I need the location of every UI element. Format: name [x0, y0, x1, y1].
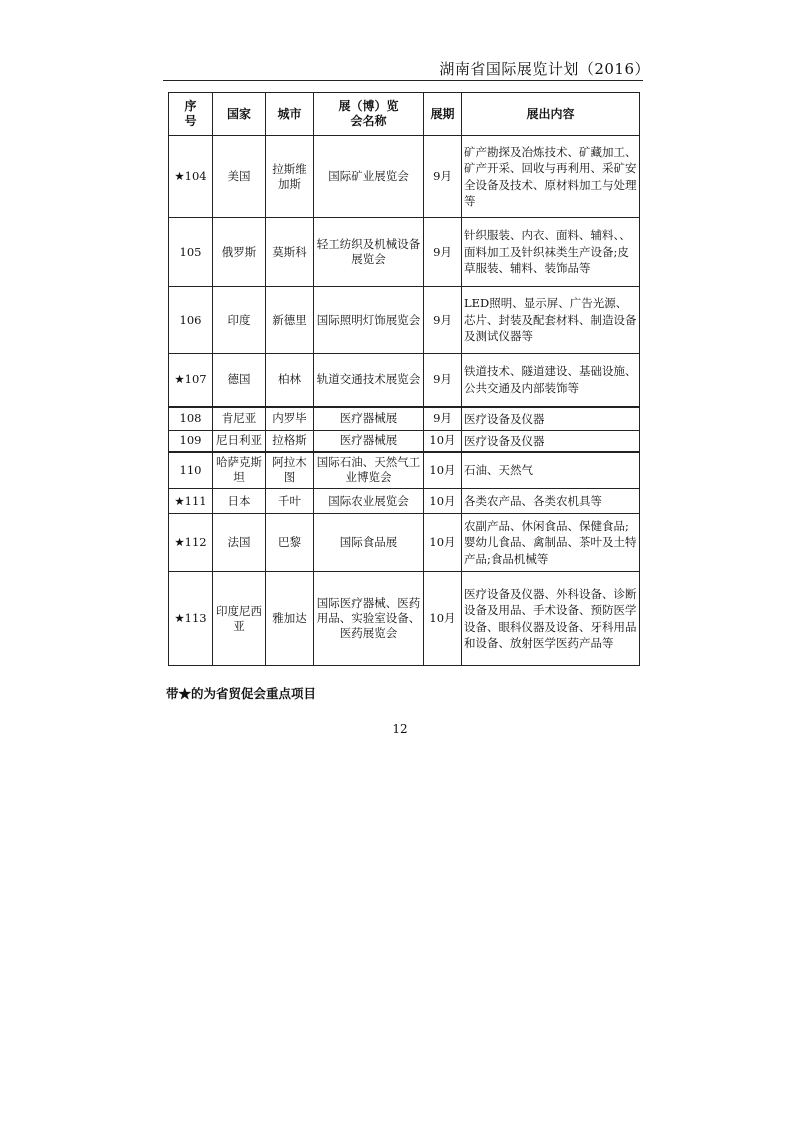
row-city: 千叶: [266, 489, 314, 514]
row-country: 美国: [213, 136, 266, 218]
row-period: 10月: [424, 489, 462, 514]
row-index: 110: [169, 452, 213, 489]
row-period: 9月: [424, 354, 462, 407]
row-index: 108: [169, 407, 213, 431]
row-index: ★113: [169, 572, 213, 666]
table-row: [169, 452, 640, 489]
row-content: 医疗设备及仪器、外科设备、诊断设备及用品、手术设备、预防医学设备、眼科仪器及设备、牙科用品和设备、放射医学医药产品等: [462, 572, 640, 666]
table-row: [169, 287, 640, 354]
row-period: 9月: [424, 407, 462, 431]
header-city: 城市: [266, 93, 314, 136]
row-city: 拉斯维加斯: [266, 136, 314, 218]
row-name: 国际医疗器械、医药用品、实验室设备、医药展览会: [314, 572, 424, 666]
row-city: 内罗毕: [266, 407, 314, 431]
row-period: 9月: [424, 136, 462, 218]
row-name: 国际农业展览会: [314, 489, 424, 514]
row-content: 农副产品、休闲食品、保健食品;婴幼儿食品、禽制品、茶叶及土特产品;食品机械等: [462, 514, 640, 572]
footnote-key-projects: 带★的为省贸促会重点项目: [166, 686, 317, 701]
row-content: 医疗设备及仪器: [462, 431, 640, 452]
row-content: 石油、天然气: [462, 452, 640, 489]
row-city: 拉格斯: [266, 431, 314, 452]
row-country: 印度: [213, 287, 266, 354]
table-row: [169, 489, 640, 514]
row-name: 国际石油、天然气工业博览会: [314, 452, 424, 489]
table-row: [169, 407, 640, 431]
row-city: 阿拉木图: [266, 452, 314, 489]
row-period: 9月: [424, 287, 462, 354]
row-name: 轨道交通技术展览会: [314, 354, 424, 407]
row-period: 10月: [424, 431, 462, 452]
table-row: [169, 136, 640, 218]
row-country: 德国: [213, 354, 266, 407]
row-country: 日本: [213, 489, 266, 514]
row-city: 巴黎: [266, 514, 314, 572]
exhibition-table: [168, 92, 640, 666]
row-content: 铁道技术、隧道建设、基础设施、公共交通及内部装饰等: [462, 354, 640, 407]
row-name: 国际矿业展览会: [314, 136, 424, 218]
row-country: 尼日利亚: [213, 431, 266, 452]
row-city: 柏林: [266, 354, 314, 407]
row-name: 轻工纺织及机械设备展览会: [314, 218, 424, 287]
header-period: 展期: [424, 93, 462, 136]
row-name: 国际照明灯饰展览会: [314, 287, 424, 354]
header-rule: [163, 80, 643, 81]
row-index: 106: [169, 287, 213, 354]
row-country: 法国: [213, 514, 266, 572]
document-header-title: 湖南省国际展览计划（2016）: [439, 60, 650, 78]
row-content: 针织服装、内衣、面料、辅料、、面料加工及针织袜类生产设备;皮草服装、辅料、装饰品等: [462, 218, 640, 287]
row-index: ★107: [169, 354, 213, 407]
page-number: 12: [392, 722, 408, 736]
row-index: 105: [169, 218, 213, 287]
row-content: 医疗设备及仪器: [462, 407, 640, 431]
row-period: 10月: [424, 572, 462, 666]
row-name: 医疗器械展: [314, 407, 424, 431]
table-row: [169, 354, 640, 407]
row-country: 哈萨克斯坦: [213, 452, 266, 489]
table-row: [169, 431, 640, 452]
row-period: 9月: [424, 218, 462, 287]
row-country: 俄罗斯: [213, 218, 266, 287]
row-index: 109: [169, 431, 213, 452]
row-city: 雅加达: [266, 572, 314, 666]
table-row: [169, 572, 640, 666]
header-country: 国家: [213, 93, 266, 136]
header-index: 序号: [169, 93, 213, 136]
row-country: 印度尼西亚: [213, 572, 266, 666]
row-index: ★104: [169, 136, 213, 218]
header-name: 展（博）览会名称: [314, 93, 424, 136]
row-city: 新德里: [266, 287, 314, 354]
row-content: 各类农产品、各类农机具等: [462, 489, 640, 514]
table-header-row: [169, 93, 640, 136]
row-index: ★112: [169, 514, 213, 572]
row-period: 10月: [424, 514, 462, 572]
table-row: [169, 218, 640, 287]
row-name: 医疗器械展: [314, 431, 424, 452]
table-row: [169, 514, 640, 572]
row-content: 矿产勘探及冶炼技术、矿藏加工、矿产开采、回收与再利用、采矿安全设备及技术、原材料加工与处理等: [462, 136, 640, 218]
row-country: 肯尼亚: [213, 407, 266, 431]
row-name: 国际食品展: [314, 514, 424, 572]
row-city: 莫斯科: [266, 218, 314, 287]
row-index: ★111: [169, 489, 213, 514]
row-period: 10月: [424, 452, 462, 489]
header-content: 展出内容: [462, 93, 640, 136]
row-content: LED照明、显示屏、广告光源、芯片、封装及配套材料、制造设备及测试仪器等: [462, 287, 640, 354]
